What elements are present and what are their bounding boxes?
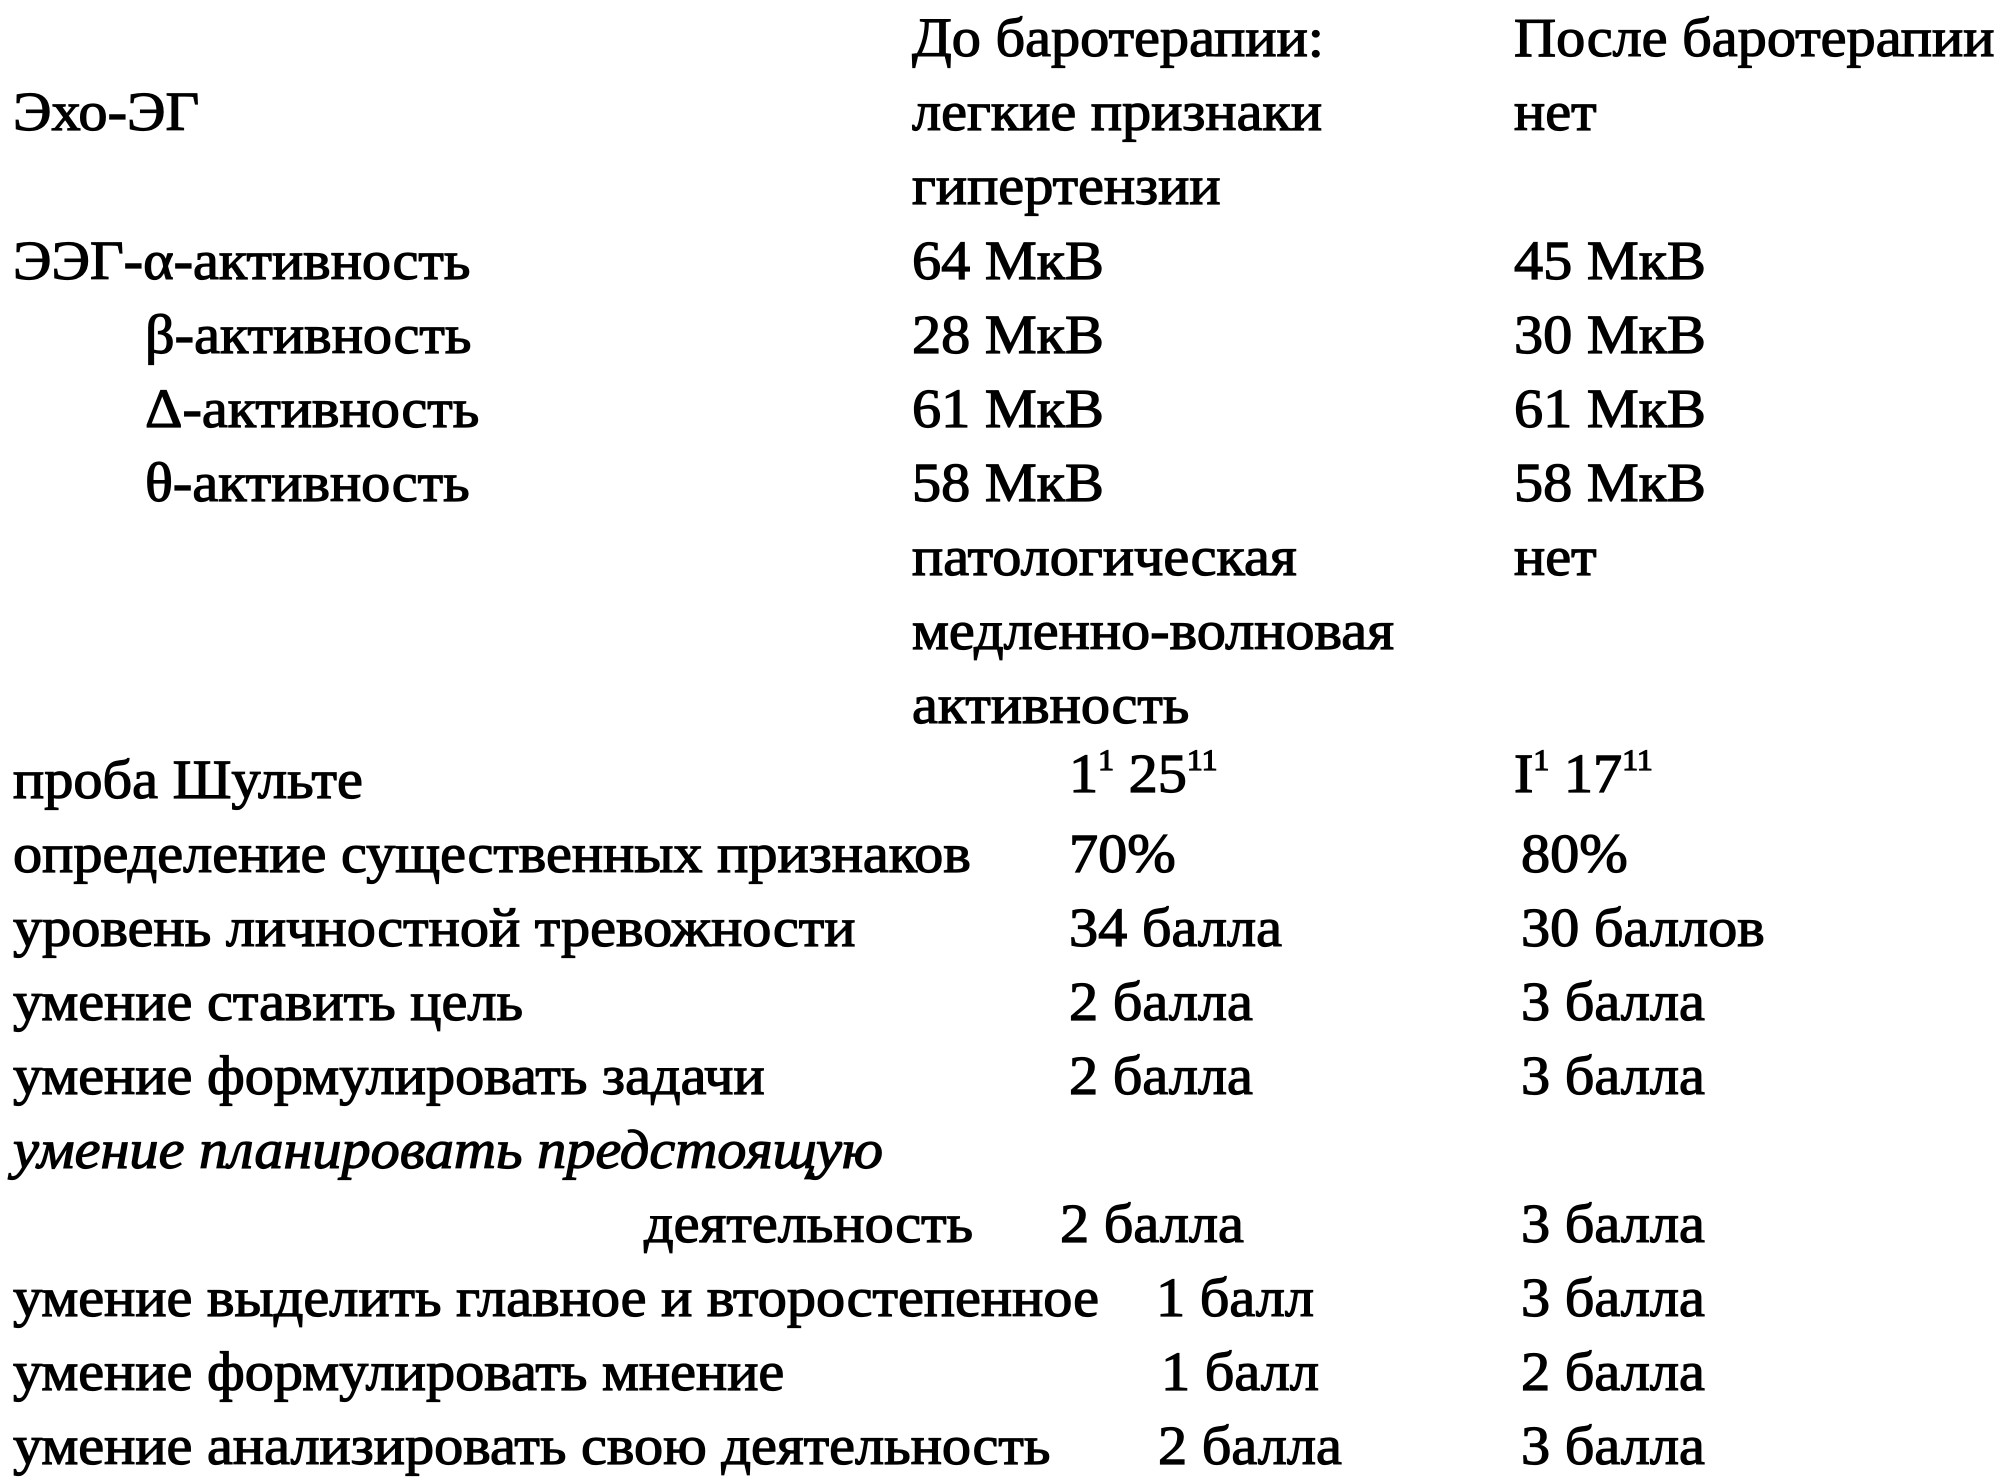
row-after: 3 балла (1521, 1268, 1705, 1328)
eeg-label: θ-активность (145, 453, 470, 513)
seconds-mark: 11 (1622, 744, 1653, 777)
row-label: умение планировать предстоящую (13, 1120, 883, 1180)
row-after: 3 балла (1521, 1416, 1705, 1476)
echo-before: легкие признаки (912, 82, 1322, 142)
row-before: 2 балла (1069, 972, 1253, 1032)
minutes: 1 (1069, 743, 1098, 804)
schulte-after (1514, 744, 1653, 804)
row-after: 80% (1521, 824, 1628, 884)
row-after: 2 балла (1521, 1342, 1705, 1402)
minutes-mark: 1 (1533, 744, 1549, 777)
header-after: После баротерапии (1514, 8, 1994, 68)
slow-wave-before: патологическая (912, 527, 1297, 587)
row-label: умение анализировать свою деятельность (13, 1416, 1050, 1476)
eeg-before: 64 МкВ (912, 231, 1104, 291)
row-before: 1 балл (1156, 1268, 1314, 1328)
echo-after: нет (1514, 82, 1597, 142)
eeg-label: Δ-активность (145, 379, 479, 439)
header-before: До баротерапии: (912, 8, 1324, 68)
eeg-before: 58 МкВ (912, 453, 1104, 513)
eeg-label: β-активность (145, 305, 471, 365)
slow-wave-before-cont: медленно-волновая (912, 601, 1394, 661)
eeg-after: 58 МкВ (1514, 453, 1706, 513)
minutes: I (1514, 743, 1533, 804)
row-after: 3 балла (1521, 972, 1705, 1032)
schulte-before (1069, 744, 1218, 804)
seconds: 25 (1129, 743, 1187, 804)
row-label-cont: деятельность (644, 1194, 973, 1254)
eeg-after: 30 МкВ (1514, 305, 1706, 365)
slow-wave-after: нет (1514, 527, 1597, 587)
row-before: 2 балла (1060, 1194, 1244, 1254)
row-before: 2 балла (1158, 1416, 1342, 1476)
row-before: 2 балла (1069, 1046, 1253, 1106)
echo-before-cont: гипертензии (912, 156, 1221, 216)
row-label: определение существенных признаков (13, 824, 971, 884)
echo-label: Эхо-ЭГ (13, 82, 199, 142)
seconds: 17 (1564, 743, 1622, 804)
row-before: 34 балла (1069, 898, 1282, 958)
row-label: умение формулировать мнение (13, 1342, 784, 1402)
row-after: 3 балла (1521, 1194, 1705, 1254)
row-after: 3 балла (1521, 1046, 1705, 1106)
schulte-label: проба Шульте (13, 750, 363, 810)
row-label: уровень личностной тревожности (13, 898, 855, 958)
row-label: умение ставить цель (13, 972, 523, 1032)
eeg-before: 28 МкВ (912, 305, 1104, 365)
eeg-after: 61 МкВ (1514, 379, 1706, 439)
row-before: 1 балл (1161, 1342, 1319, 1402)
slow-wave-before-cont: активность (912, 675, 1189, 735)
row-before: 70% (1069, 824, 1176, 884)
seconds-mark: 11 (1187, 744, 1218, 777)
eeg-after: 45 МкВ (1514, 231, 1706, 291)
minutes-mark: 1 (1098, 744, 1114, 777)
eeg-label: ЭЭГ-α-активность (13, 231, 470, 291)
row-label: умение выделить главное и второстепенное (13, 1268, 1099, 1328)
row-after: 30 баллов (1521, 898, 1765, 958)
eeg-before: 61 МкВ (912, 379, 1104, 439)
row-label: умение формулировать задачи (13, 1046, 765, 1106)
